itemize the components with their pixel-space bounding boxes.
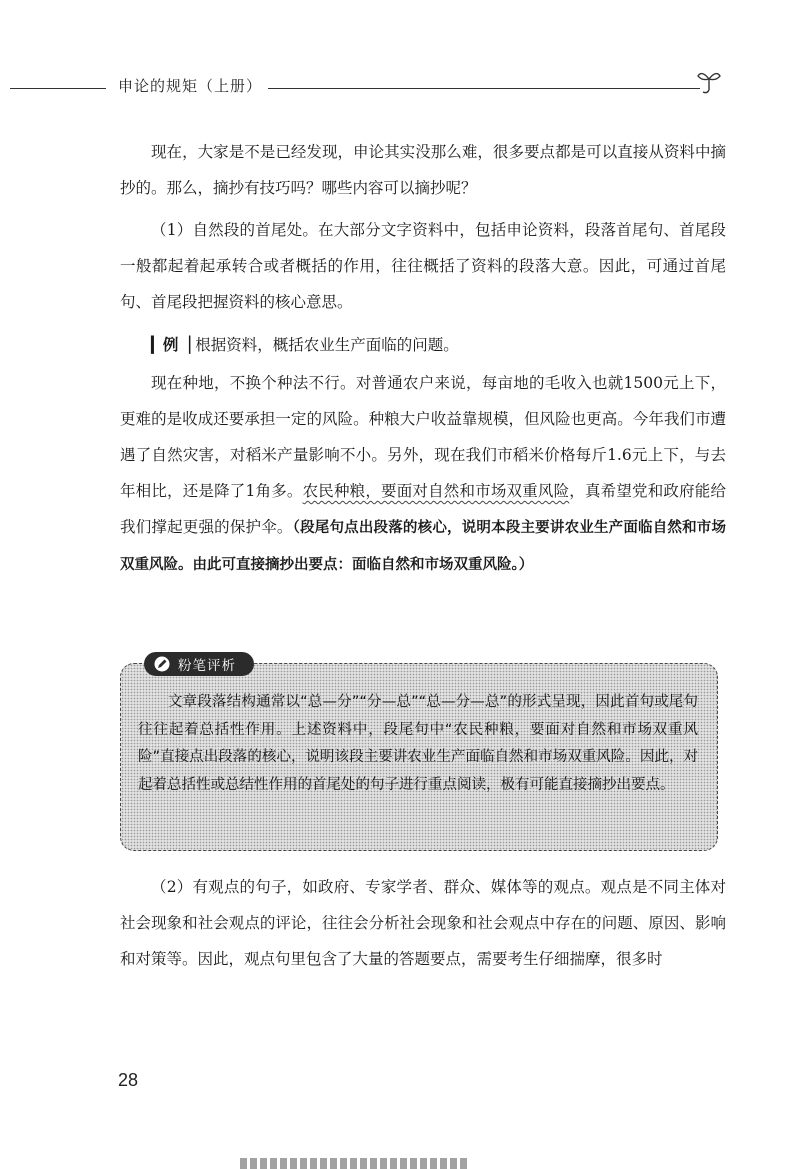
material-analysis: （段尾句点出段落的核心，说明本段主要讲农业生产面临自然和市场双重风险。由此可直接摘抄出要点：面临自然和市场双重风险。） (120, 520, 726, 573)
paragraph-intro: 现在，大家是不是已经发现，申论其实没那么难，很多要点都是可以直接从资料中摘抄的。那么，摘抄有技巧吗？哪些内容可以摘抄呢？ (120, 143, 726, 197)
material-text-a: 现在种地，不换个种法不行。对普通农户来说，每亩地的毛收入也就1500元上下，更难的是收成还要承担一定的风险。种粮大户收益靠规模，但风险也更高。今年我们市遭遇了自然灾害，对稻米产量影响不小。另外，现在我们市稻米价格每斤1.6元上下，与去年相比，还是降了1角多。 (120, 374, 726, 500)
paragraph-point-2: （2）有观点的句子，如政府、专家学者、群众、媒体等的观点。观点是不同主体对社会现象和社会观点的评论，往往会分析社会现象和社会观点中存在的问题、原因、影响和对策等。因此，观点句里包含了大量的答题要点，需要考生仔细揣摩，很多时 (120, 878, 726, 968)
example-mark: ▎例▕ (151, 336, 191, 354)
sprout-icon (694, 66, 724, 96)
material-text-b: ，真希望党和政府能给我们撑起更强的保护伞。 (120, 482, 726, 536)
example-material (120, 365, 726, 583)
note-text: 文章段落结构通常以“总—分”“分—总”“总—分—总”的形式呈现，因此首句或尾句往往起着总括性作用。上述资料中，段尾句中“农民种粮，要面对自然和市场双重风险”直接点出段落的核心，说明该段主要讲农业生产面临自然和市场双重风险。因此，对起着总括性或总结性作用的首尾处的句子进行重点阅读，极有可能直接摘抄出要点。 (138, 694, 698, 793)
header-title: 申论的规矩（上册） (118, 77, 263, 95)
footer-cut-text (240, 1158, 470, 1169)
paragraph-point-1: （1）自然段的首尾处。在大部分文字资料中，包括申论资料，段落首尾句、首尾段一般都起着起承转合或者概括的作用，往往概括了资料的段落大意。因此，可通过首尾句、首尾段把握资料的核心意思。 (120, 221, 726, 311)
note-label-tab (144, 652, 254, 676)
example-prompt (120, 327, 726, 363)
header-rule-left (10, 88, 106, 89)
header-rule-right (268, 88, 700, 89)
note-label: 粉笔评析 (178, 658, 236, 674)
page-number: 28 (118, 1070, 139, 1090)
example-question: 根据资料，概括农业生产面临的问题。 (190, 336, 459, 354)
running-header (10, 72, 718, 100)
pen-icon (154, 656, 170, 672)
material-key-sentence: 农民种粮，要面对自然和市场双重风险 (302, 482, 570, 500)
